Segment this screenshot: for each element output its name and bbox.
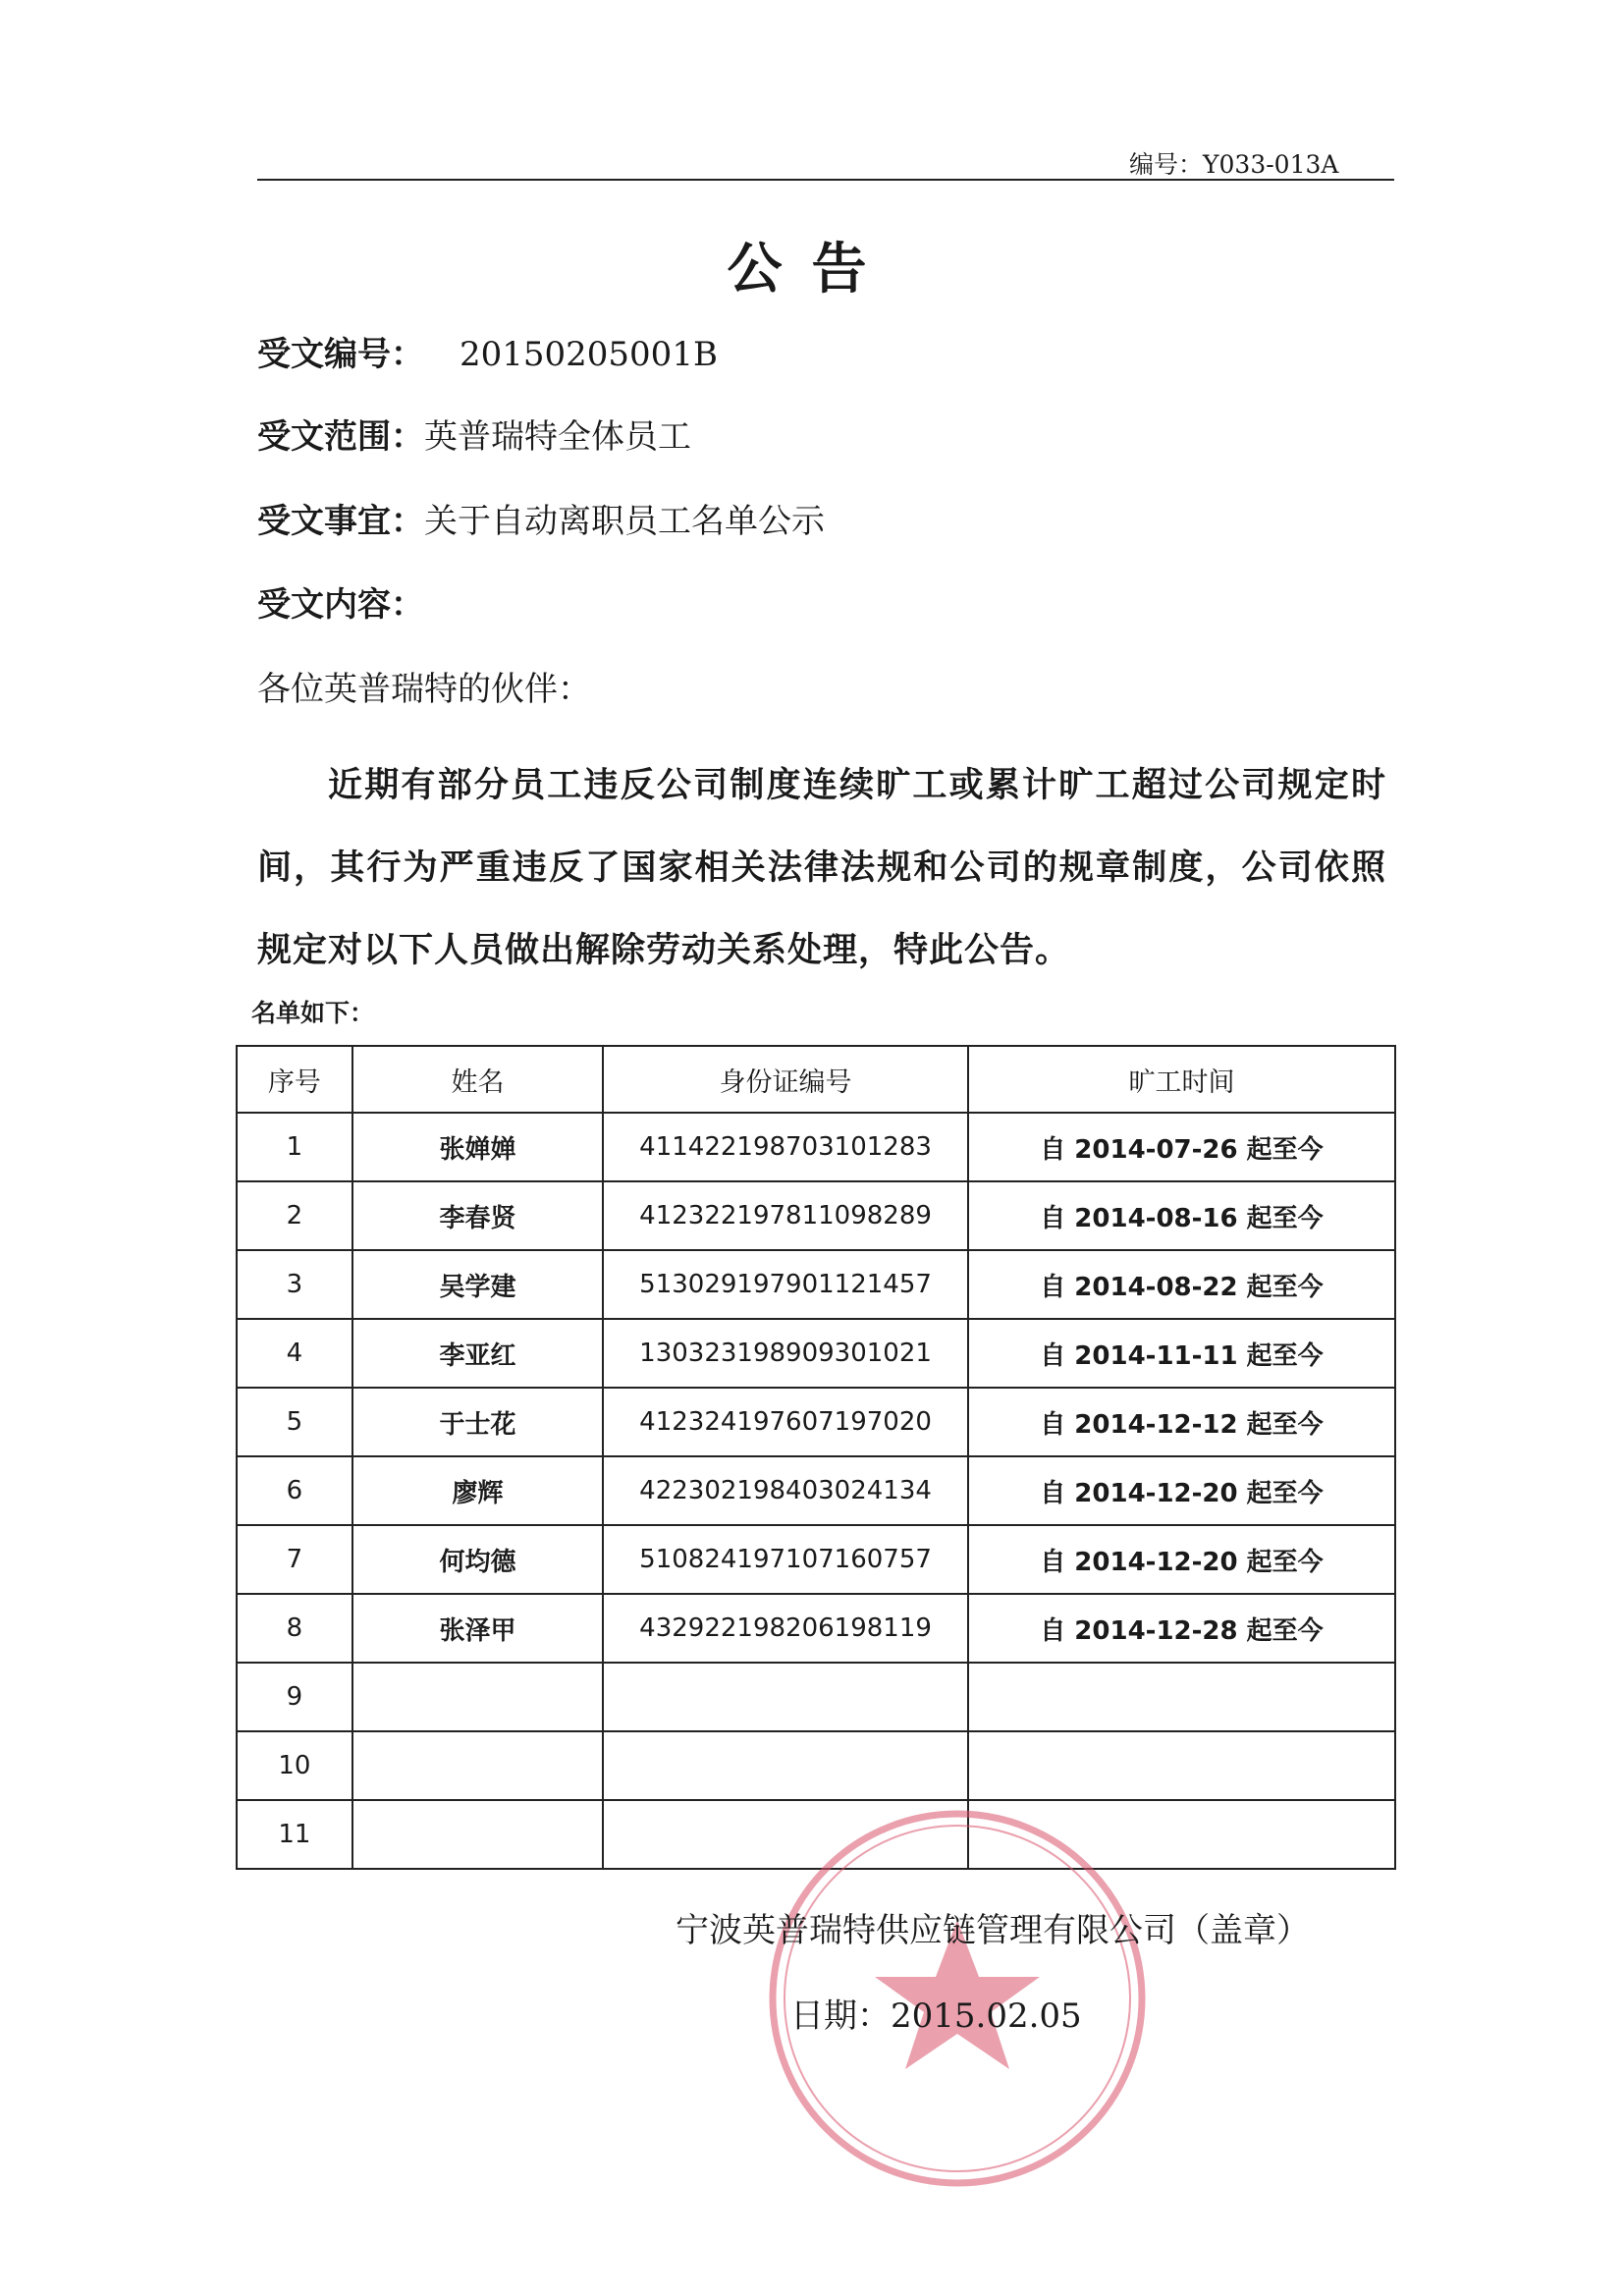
col-header-no: 序号 bbox=[237, 1046, 352, 1113]
col-header-absence: 旷工时间 bbox=[968, 1046, 1395, 1113]
table-body bbox=[237, 1113, 1395, 1869]
cell-no: 2 bbox=[237, 1181, 352, 1250]
cell-no: 7 bbox=[237, 1525, 352, 1594]
cell-absence-period: 自 2014-08-16 起至今 bbox=[968, 1181, 1395, 1250]
cell-absence-period: 自 2014-12-28 起至今 bbox=[968, 1594, 1395, 1663]
table-row bbox=[237, 1250, 1395, 1319]
cell-absence-period bbox=[968, 1663, 1395, 1731]
cell-id-number: 412324197607197020 bbox=[603, 1388, 968, 1456]
cell-no: 6 bbox=[237, 1456, 352, 1525]
col-header-id: 身份证编号 bbox=[603, 1046, 968, 1113]
table-row bbox=[237, 1181, 1395, 1250]
cell-id-number: 412322197811098289 bbox=[603, 1181, 968, 1250]
table-row bbox=[237, 1456, 1395, 1525]
cell-absence-period: 自 2014-08-22 起至今 bbox=[968, 1250, 1395, 1319]
cell-id-number: 422302198403024134 bbox=[603, 1456, 968, 1525]
greeting: 各位英普瑞特的伙伴： bbox=[257, 670, 591, 709]
cell-name: 张泽甲 bbox=[352, 1594, 603, 1663]
cell-no: 5 bbox=[237, 1388, 352, 1456]
cell-id-number: 513029197901121457 bbox=[603, 1250, 968, 1319]
cell-name: 吴学建 bbox=[352, 1250, 603, 1319]
cell-name bbox=[352, 1731, 603, 1800]
header-divider bbox=[257, 179, 1394, 181]
cell-absence-period: 自 2014-11-11 起至今 bbox=[968, 1319, 1395, 1388]
cell-name bbox=[352, 1800, 603, 1869]
cell-absence-period: 自 2014-12-20 起至今 bbox=[968, 1456, 1395, 1525]
signature-date: 日期：2015.02.05 bbox=[790, 1996, 1082, 2036]
cell-name: 何均德 bbox=[352, 1525, 603, 1594]
body-paragraph: 近期有部分员工违反公司制度连续旷工或累计旷工超过公司规定时间，其行为严重违反了国家相关法律法规和公司的规章制度，公司依照规定对以下人员做出解除劳动关系处理，特此公告。 bbox=[257, 766, 1386, 970]
cell-name: 廖辉 bbox=[352, 1456, 603, 1525]
field-value: 英普瑞特全体员工 bbox=[424, 417, 691, 457]
cell-id-number: 510824197107160757 bbox=[603, 1525, 968, 1594]
field-label: 受文事宜： bbox=[257, 502, 424, 541]
list-title: 名单如下： bbox=[251, 999, 375, 1027]
field-scope bbox=[257, 410, 691, 458]
cell-name bbox=[352, 1663, 603, 1731]
cell-id-number: 130323198909301021 bbox=[603, 1319, 968, 1388]
cell-id-number: 432922198206198119 bbox=[603, 1594, 968, 1663]
table-row bbox=[237, 1113, 1395, 1181]
table-row bbox=[237, 1319, 1395, 1388]
cell-name: 李亚红 bbox=[352, 1319, 603, 1388]
cell-name: 李春贤 bbox=[352, 1181, 603, 1250]
field-value: 关于自动离职员工名单公示 bbox=[424, 502, 825, 541]
table-row bbox=[237, 1525, 1395, 1594]
cell-no: 11 bbox=[237, 1800, 352, 1869]
field-document-number bbox=[257, 327, 718, 375]
company-signature: 宁波英普瑞特供应链管理有限公司（盖章） bbox=[676, 1911, 1310, 1950]
cell-absence-period: 自 2014-07-26 起至今 bbox=[968, 1113, 1395, 1181]
field-value: 20150205001B bbox=[460, 335, 718, 374]
table-row bbox=[237, 1731, 1395, 1800]
table-header-row bbox=[237, 1046, 1395, 1113]
employee-table bbox=[236, 1045, 1396, 1870]
col-header-name: 姓名 bbox=[352, 1046, 603, 1113]
cell-no: 9 bbox=[237, 1663, 352, 1731]
field-content bbox=[257, 577, 424, 626]
cell-no: 3 bbox=[237, 1250, 352, 1319]
cell-id-number bbox=[603, 1663, 968, 1731]
cell-id-number: 411422198703101283 bbox=[603, 1113, 968, 1181]
cell-no: 1 bbox=[237, 1113, 352, 1181]
cell-id-number bbox=[603, 1731, 968, 1800]
table-row bbox=[237, 1663, 1395, 1731]
table-row bbox=[237, 1594, 1395, 1663]
field-matter bbox=[257, 494, 825, 542]
cell-no: 4 bbox=[237, 1319, 352, 1388]
cell-absence-period: 自 2014-12-20 起至今 bbox=[968, 1525, 1395, 1594]
cell-name: 张婵婵 bbox=[352, 1113, 603, 1181]
cell-absence-period: 自 2014-12-12 起至今 bbox=[968, 1388, 1395, 1456]
cell-name: 于士花 bbox=[352, 1388, 603, 1456]
field-label: 受文编号： bbox=[257, 335, 424, 374]
table-row bbox=[237, 1388, 1395, 1456]
document-code: 编号：Y033-013A bbox=[1129, 150, 1339, 179]
cell-no: 10 bbox=[237, 1731, 352, 1800]
cell-no: 8 bbox=[237, 1594, 352, 1663]
field-label: 受文范围： bbox=[257, 417, 424, 457]
cell-absence-period bbox=[968, 1731, 1395, 1800]
page-title: 公告 bbox=[727, 238, 896, 301]
field-label: 受文内容： bbox=[257, 585, 424, 625]
